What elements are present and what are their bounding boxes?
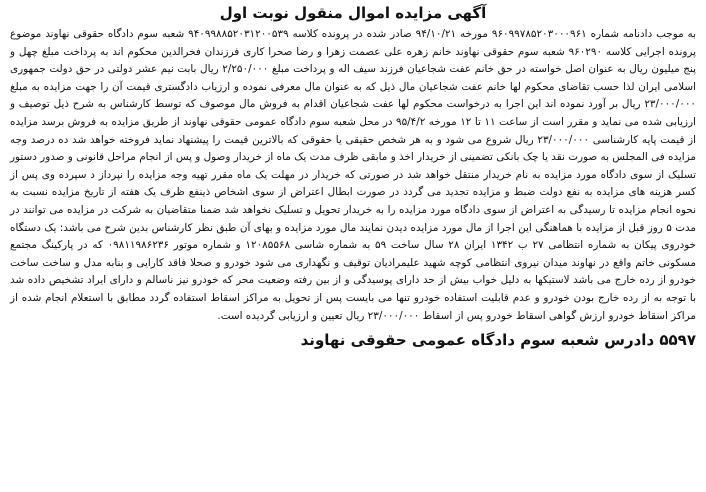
notice-body: به موجب دادنامه شماره ۹۶۰۹۹۷۸۵۲۰۳۰۰۰۹۶۱ مورخه ۹۴/۱۰/۲۱ صادر شده در پرونده کلاسه ۹۴۰۹۹۸۸۵۲۰۳۱۲۰۰۵۳۹ شعبه سوم دادگاه حقوقی نهاوند موضوع پرونده اجرایی کلاسه ۹۶۰۲۹۰ شعبه سوم حقوقی نهاوند خانم زهره علی عصمت زهرا و رضا صحرا کاری فرزندان فخرالدین محکوم اند به پرداخت مبلغ چهل و پنج میلیون ریال به عنوان اصل خواسته در حق خانم عفت شجاعیان فرزند سیف اله و پرداخت مبلغ ۲/۲۵۰/۰۰۰ ریال بابت نیم عشر دولتی در حق دولت جمهوری اسلامی ایران لذا حسب تقاضای محکوم لها خانم عفت شجاعیان مال ذیل که به عنوان مال معرفی نموده و ارزیاب دادگستری قیمت آن را جهت مزایده به مبلغ ۲۳/۰۰۰/۰۰۰ ریال بر آورد نموده اند این اجرا به درخواست محکوم لها عفت شجاعیان اقدام به فروش مال موصوف که توسط کارشناس به شرح ذیل توصیف و ارزیابی شده می نماید و مقرر است از ساعت ۱۱ تا ۱۲ مورخه ۹۵/۴/۲ در محل شعبه سوم دادگاه عمومی حقوقی نهاوند از طریق مزایده به فروش برسد مزایده از قیمت پایه کارشناسی ۲۳/۰۰۰/۰۰۰ ریال شروع می شود و به هر شخص حقیقی یا حقوقی که بالاترین قیمت را پیشنهاد نماید فروخته خواهد شد ده درصد وجه مزایده فی المجلس به صورت نقد یا چک بانکی تضمینی از خریدار اخذ و مابقی ظرف مدت یک ماه از خریدار وصول و پس از انجام مراحل قانونی و صدور دستور تسلیک از سوی دادگاه مورد مزایده به نام خریدار منتقل خواهد شد در صورتی که خریدار در مهلت یک ماه مقرر تهیه وجه مزایده را نپرداز د سپرده وی پس از کسر هزینه های مزایده به نفع دولت ضبط و مزایده تجدید می گردد در صورت ابطال اعتراض از سوی اشخاص ذینفع ظرف یک هفته از تاریخ مزایده نسبت به نحوه انجام مزایده تا رسیدگی به اعتراض از سوی دادگاه مورد مزایده را به خریدار تحویل و تسلیک نخواهد شد ضمنا متقاضیان به شرکت در مزایده می توانند در مدت ۵ روز قبل از مزایده با هماهنگی این اجرا از مال مورد مزایده دیدن نمایند مال مورد مزایده و بهای آن طبق نظر کارشناس بدین شرح می باشد: یک دستگاه خودروی پیکان به شماره انتظامی ۲۷ ب ۱۳۴۲ ایران ۲۸ سال ساخت ۵۹ به شماره شاسی ۱۲۰۸۵۵۶۸ و شماره موتور ۰۹۸۱۱۹۸۶۲۳۶ که در پارکینگ مجتمع مسکونی خاتم واقع در نهاوند میدان نیروی انتظامی کوچه شهید علیمرادیان توقیف و نگهداری می شود خودرو و صحلا فاقد کارایی و بنابه مدل و ساخت ساخت خودرو از رده خارج می باشد لاستیکها به دلیل خواب بیش از حد دارای پوسیدگی و از بین رفته وضعیت محر که خودرو نیز ناسالم و دارای ایراد تشخیص داده شد با توجه به از رده خارج بودن خودرو و عدم قابلیت استفاده خودرو تنها می بایست پس از تحویل به مراکز اسقاط استفاده گردد مطابق با استعلام انجام شده از مراکز اسقاط خودرو ارزش گواهی اسقاط خودرو پس از اسقاط ۲۳/۰۰۰/۰۰۰ ریال تعیین و ارزیابی گردیده است. bbox=[10, 28, 696, 322]
notice-signature: ۵۵۹۷ دادرس شعبه سوم دادگاه عمومی حقوقی نهاوند bbox=[300, 331, 696, 350]
notice-title: آگهی مزایده اموال منقول نوبت اول bbox=[219, 4, 487, 22]
